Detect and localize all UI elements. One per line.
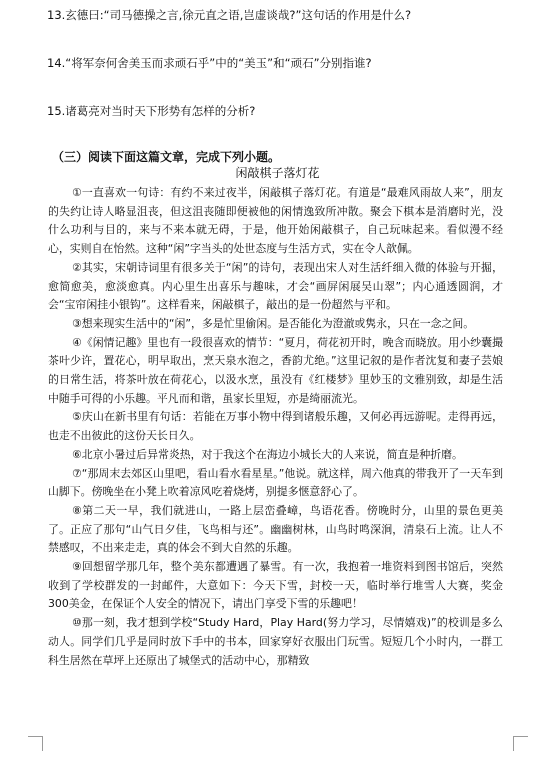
question-15: 15.诸葛亮对当时天下形势有怎样的分析?	[47, 104, 256, 118]
paragraph-4: ④《闲情记趣》里也有一段很喜欢的情节：“夏月，荷花初开时，晚含而晓放。用小纱囊撮茶叶少许，置花心，明早取出，烹天泉水泡之，香韵尤绝。”这里记叙的是作者沈复和妻子芸娘的日常生活，将茶叶放在荷花心，以汲水烹，虽没有《红楼梦》里妙玉的文雅别致，却是生活中随手可得的小乐趣。平凡而和谐，虽家长里短，亦是绮丽流光。	[48, 335, 503, 405]
paragraph-1: ①一直喜欢一句诗：有约不来过夜半，闲敲棋子落灯花。有道是“最难风雨故人来”，朋友的失约让诗人略显沮丧，但这沮丧随即便被他的闲情逸致所冲散。聚会下棋本是消磨时光，没什么功利与目的，来与不来本就无碍，于是，他开始闲敲棋子，自己玩味起来。看似漫不经心，实则自在怡然。这种“闲”字当头的处世态度与生活方式，实在令人歆佩。	[48, 186, 503, 256]
paragraph-5: ⑤庆山在新书里有句话：若能在万事小物中得到诸般乐趣，又何必再远游呢。走得再远，也走不出彼此的这份天长日久。	[48, 410, 503, 443]
question-14: 14.“将军奈何舍美玉而求顽石乎”中的“美玉”和“顽石”分别指谁?	[47, 56, 372, 70]
paragraph-10: ⑩那一刻，我才想到学校“Study Hard，Play Hard(努力学习，尽情嬉戏)”的校训是多么动人。同学们几乎是同时放下手中的书本，回家穿好衣服出门玩雪。短短几个小时内，一群工科生居然在草坪上还原出了城堡式的活动中心，那精致	[48, 616, 503, 667]
crop-mark-bottom-right	[513, 736, 528, 751]
paragraph-3: ③想来现实生活中的“闲”，多是忙里偷闲。是否能化为澄澈或隽永，只在一念之间。	[71, 316, 475, 330]
paragraph-8: ⑧第二天一早，我们就进山，一路上层峦叠嶂，鸟语花香。傍晚时分，山里的景色更美了。正应了那句“山气日夕佳，飞鸟相与还”。幽幽树林，山鸟时鸣深涧，清泉石上流。让人不禁感叹，不出来走走，真的体会不到大自然的乐趣。	[48, 503, 503, 555]
paragraph-7: ⑦“那周末去郊区山里吧，看山看水看星星。”他说。就这样，周六他真的带我开了一天车到山脚下。傍晚坐在小凳上吹着凉风吃着烧烤，别提多惬意舒心了。	[48, 466, 503, 499]
paragraph-9: ⑨回想留学那几年，整个美东都遭遇了暴雪。有一次，我抱着一堆资料到图书馆后，突然收到了学校群发的一封邮件，大意如下：今天下雪，封校一天，临时举行堆雪人大赛，奖金300美金，在保证个人安全的情况下，请出门享受下雪的乐趣吧！	[48, 560, 503, 611]
question-13: 13.玄德曰:“司马德操之言,徐元直之语,岂虚谈哉?”这句话的作用是什么?	[47, 8, 412, 22]
article-title: 闲敲棋子落灯花	[235, 166, 320, 180]
paragraph-2: ②其实，宋朝诗词里有很多关于“闲”的诗句，表现出宋人对生活纤细入微的体验与开掘，愈简愈美，愈淡愈真。内心里生出喜乐与趣味，才会“画屏闲展吴山翠”；内心通透圆润，才会“宝帘闲挂小银钩”。这样看来，闲敲棋子，敲出的是一份超然与平和。	[48, 260, 503, 312]
article-body	[48, 184, 503, 670]
section-title: （三）阅读下面这篇文章，完成下列小题。	[52, 150, 281, 164]
paragraph-6: ⑥北京小暑过后异常炎热，对于我这个在海边小城长大的人来说，简直是种折磨。	[71, 447, 463, 461]
crop-mark-bottom-left	[28, 736, 43, 751]
